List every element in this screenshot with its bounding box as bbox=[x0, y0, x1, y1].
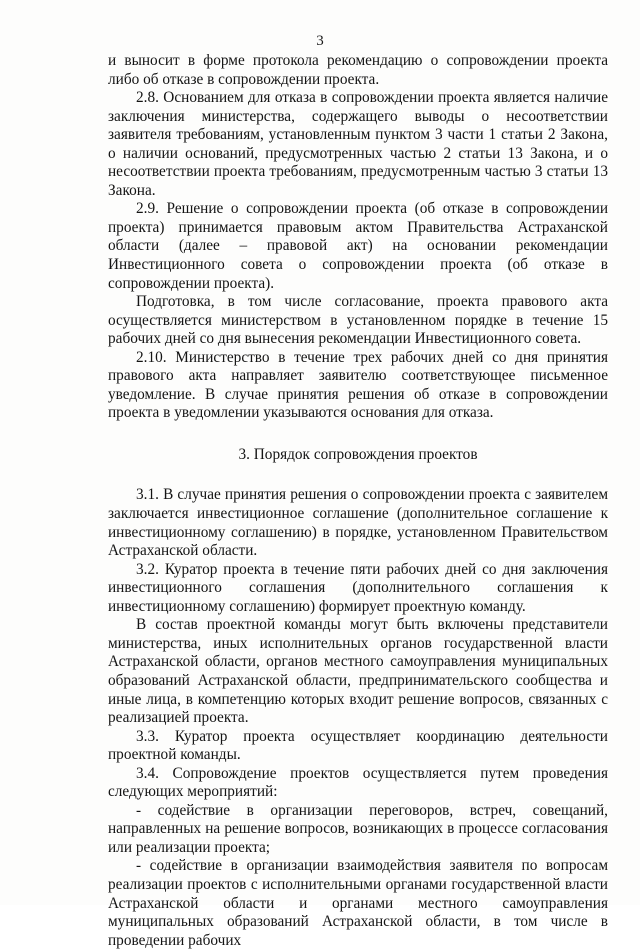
paragraph-3-2: 3.2. Куратор проекта в течение пяти рабочих дней со дня заключения инвестиционного соглашения (дополнительного соглашения к инвестиционному соглашению) формирует проектную команду. bbox=[108, 560, 608, 615]
paragraph-3-3: 3.3. Куратор проекта осуществляет координацию деятельности проектной команды. bbox=[108, 727, 608, 764]
paragraph-3-1: 3.1. В случае принятия решения о сопровождении проекта с заявителем заключается инвестиционное соглашение (дополнительное соглашение к инвестиционному соглашению) в порядке, установленном Правительством Астраханской области. bbox=[108, 486, 608, 560]
document-body bbox=[108, 52, 608, 950]
paragraph-2-9: 2.9. Решение о сопровождении проекта (об отказе в сопровождении проекта) принимается правовым актом Правительства Астраханской области (далее – правовой акт) на основании рекомендации Инвестиционного совета о сопровождении проекта (об отказе в сопровождении проекта). bbox=[108, 200, 608, 292]
paragraph-2-8: 2.8. Основанием для отказа в сопровождении проекта является наличие заключения министерства, содержащего выводы о несоответствии заявителя требованиям, установленным пунктом 3 части 1 статьи 2 Закона, о наличии оснований, предусмотренных частью 2 статьи 13 Закона, и о несоответствии проекта требованиям, предусмотренным частью 3 статьи 13 Закона. bbox=[108, 89, 608, 199]
paragraph-3-4: 3.4. Сопровождение проектов осуществляется путем проведения следующих мероприятий: bbox=[108, 764, 608, 801]
paragraph-continuation: и выносит в форме протокола рекомендацию о сопровождении проекта либо об отказе в сопровождении проекта. bbox=[108, 52, 608, 88]
paragraph-team-composition: В состав проектной команды могут быть включены представители министерства, иных исполнительных органов государственной власти Астраханской области, органов местного самоуправления муниципальных образований Астраханской области, предпринимательского сообщества и иные лица, в компетенцию которых входит решение вопросов, связанных с реализацией проекта. bbox=[108, 616, 608, 727]
list-item-negotiations: - содействие в организации переговоров, встреч, совещаний, направленных на решение вопросов, возникающих в процессе согласования или реализации проекта; bbox=[108, 801, 608, 856]
list-item-interaction: - содействие в организации взаимодействия заявителя по вопросам реализации проектов с исполнительными органами государственной власти Астраханской области и органами местного самоуправления муниципальных образований Астраханской области, в том числе в проведении рабочих bbox=[108, 857, 608, 949]
paragraph-2-10: 2.10. Министерство в течение трех рабочих дней со дня принятия правового акта направляет заявителю соответствующее письменное уведомление. В случае принятия решения об отказе в сопровождении проекта в уведомлении указываются основания для отказа. bbox=[108, 348, 608, 422]
page-number: 3 bbox=[316, 33, 324, 49]
section-heading: 3. Порядок сопровождения проектов bbox=[238, 445, 478, 463]
paragraph-preparation: Подготовка, в том числе согласование, проекта правового акта осуществляется министерством в установленном порядке в течение 15 рабочих дней со дня вынесения рекомендации Инвестиционного совета. bbox=[108, 293, 608, 348]
